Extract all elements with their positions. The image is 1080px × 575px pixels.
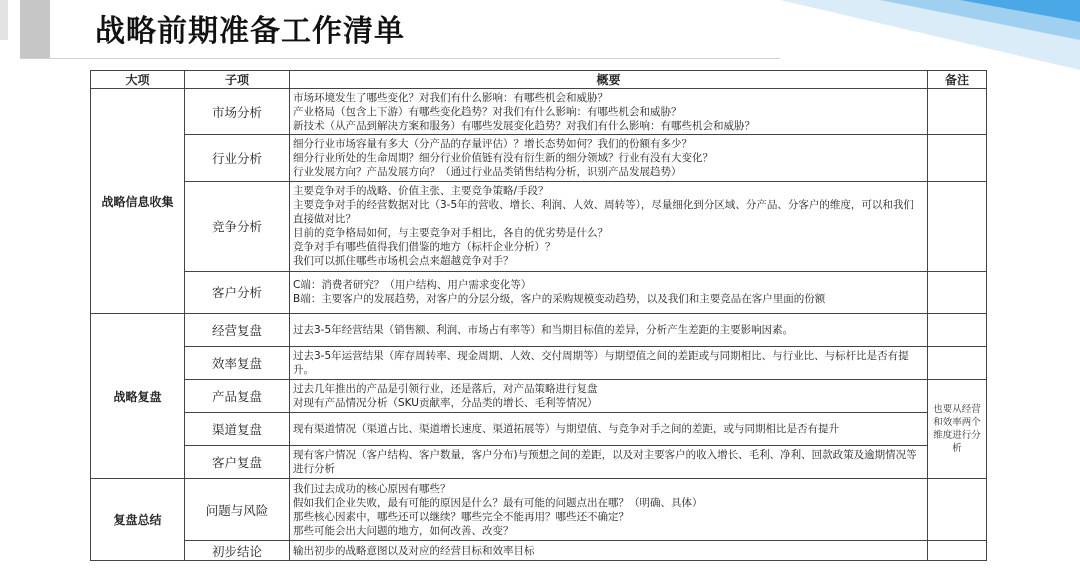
- category-cell: 战略复盘: [91, 314, 185, 479]
- remark-cell: 也要从经营和效率两个维度进行分析: [928, 380, 987, 479]
- sub-item-cell: 问题与风险: [185, 479, 290, 541]
- overview-line: 我们可以抓住哪些市场机会点来超越竞争对手？: [293, 255, 514, 268]
- table-row: [91, 446, 987, 479]
- decor-bar-dark: [20, 0, 50, 58]
- overview-line: 行业发展方向？产品发展方向？（通过行业品类销售结构分析，识别产品发展趋势）: [293, 166, 682, 179]
- overview-line: 假如我们企业失败，最有可能的原因是什么？最有可能的问题点出在哪？（明确、具体）: [293, 496, 703, 509]
- table-row: [91, 271, 987, 313]
- overview-line: 主要竞争对手的经营数据对比（3-5年的营收、增长、利润、人效、周转等），尽量细化到分区域、分产品、分客户的维度，可以和我们直接做对比？: [293, 199, 914, 226]
- sub-item-cell: 客户分析: [185, 271, 290, 313]
- table-row: [91, 314, 987, 347]
- table-row: [91, 380, 987, 413]
- overview-line: 过去几年推出的产品是引领行业，还是落后，对产品策略进行复盘: [293, 383, 598, 396]
- header-overview: 概要: [290, 71, 928, 89]
- overview-line: 目前的竞争格局如何，与主要竞争对手相比，各自的优劣势是什么？: [293, 227, 608, 240]
- overview-cell: [290, 135, 928, 181]
- sub-item-cell: 初步结论: [185, 541, 290, 561]
- overview-cell: [290, 479, 928, 541]
- overview-line: 过去3-5年经营结果（销售额、利润、市场占有率等）和当期目标值的差异，分析产生差距的主要影响因素。: [293, 324, 794, 337]
- overview-line: 市场环境发生了哪些变化？对我们有什么影响：有哪些机会和威胁？: [293, 91, 608, 104]
- overview-cell: [290, 541, 928, 561]
- sub-item-cell: 经营复盘: [185, 314, 290, 347]
- overview-line: C端：消费者研究？（用户结构、用户需求变化等）: [293, 279, 532, 292]
- remark-cell: [928, 347, 987, 380]
- sub-item-cell: 客户复盘: [185, 446, 290, 479]
- title-divider: [20, 58, 780, 59]
- table-row: [91, 541, 987, 561]
- checklist-table: [90, 70, 987, 561]
- overview-line: 那些可能会出大问题的地方，如何改善、改变？: [293, 524, 514, 537]
- remark-cell: [928, 181, 987, 271]
- table-row: [91, 135, 987, 181]
- overview-line: 现有渠道情况（渠道占比、渠道增长速度、渠道拓展等）与期望值、与竞争对手之间的差距，或与同期相比是否有提升: [293, 423, 839, 436]
- sub-item-cell: 竞争分析: [185, 181, 290, 271]
- overview-line: 主要竞争对手的战略、价值主张、主要竞争策略/手段？: [293, 185, 549, 198]
- header-category: 大项: [91, 71, 185, 89]
- remark-cell: [928, 135, 987, 181]
- table-row: [91, 347, 987, 380]
- page-title: 战略前期准备工作清单: [95, 14, 405, 49]
- overview-line: 新技术（从产品到解决方案和服务）有哪些发展变化趋势？对我们有什么影响：有哪些机会和威胁？: [293, 119, 755, 132]
- sub-item-cell: 效率复盘: [185, 347, 290, 380]
- category-cell: 战略信息收集: [91, 89, 185, 314]
- overview-line: 对现有产品情况分析（SKU贡献率，分品类的增长、毛利等情况）: [293, 397, 598, 410]
- overview-line: 竞争对手有哪些值得我们借鉴的地方（标杆企业分析）？: [293, 241, 556, 254]
- overview-line: 我们过去成功的核心原因有哪些？: [293, 482, 451, 495]
- remark-cell: [928, 314, 987, 347]
- table-row: [91, 89, 987, 135]
- sub-item-cell: 市场分析: [185, 89, 290, 135]
- category-cell: 复盘总结: [91, 479, 185, 561]
- overview-cell: [290, 413, 928, 446]
- remark-cell: [928, 479, 987, 541]
- overview-cell: [290, 89, 928, 135]
- sub-item-cell: 渠道复盘: [185, 413, 290, 446]
- header-remark: 备注: [928, 71, 987, 89]
- table-row: [91, 479, 987, 541]
- overview-line: 产业格局（包含上下游）有哪些变化趋势？对我们有什么影响：有哪些机会和威胁？: [293, 105, 682, 118]
- overview-line: 输出初步的战略意图以及对应的经营目标和效率目标: [293, 544, 535, 557]
- header-sub-item: 子项: [185, 71, 290, 89]
- remark-cell: [928, 89, 987, 135]
- overview-cell: [290, 271, 928, 313]
- sub-item-cell: 行业分析: [185, 135, 290, 181]
- decor-bar-light: [0, 0, 8, 40]
- overview-cell: [290, 181, 928, 271]
- table-row: [91, 181, 987, 271]
- overview-line: 过去3-5年运营结果（库存周转率、现金周期、人效、交付周期等）与期望值之间的差距或与同期相比、与行业比、与标杆比是否有提升。: [293, 350, 909, 377]
- overview-line: B端：主要客户的发展趋势，对客户的分层分级，客户的采购规模变动趋势，以及我们和主要竞品在客户里面的份额: [293, 293, 826, 306]
- overview-cell: [290, 446, 928, 479]
- table-header-row: [91, 71, 987, 89]
- overview-line: 细分行业市场容量有多大（分产品的存量评估）？增长态势如何？我们的份额有多少？: [293, 138, 692, 151]
- overview-cell: [290, 314, 928, 347]
- overview-cell: [290, 380, 928, 413]
- overview-line: 现有客户情况（客户结构、客户数量，客户分布)与预想之间的差距，以及对主要客户的收入增长、毛利、净利、回款政策及逾期情况等进行分析: [293, 449, 917, 476]
- remark-cell: [928, 541, 987, 561]
- overview-line: 那些核心因素中，哪些还可以继续？哪些完全不能再用？哪些还不确定？: [293, 510, 629, 523]
- table-row: [91, 413, 987, 446]
- sub-item-cell: 产品复盘: [185, 380, 290, 413]
- remark-cell: [928, 271, 987, 313]
- overview-line: 细分行业所处的生命周期？细分行业价值链有没有衍生新的细分领域？行业有没有大变化？: [293, 152, 713, 165]
- overview-cell: [290, 347, 928, 380]
